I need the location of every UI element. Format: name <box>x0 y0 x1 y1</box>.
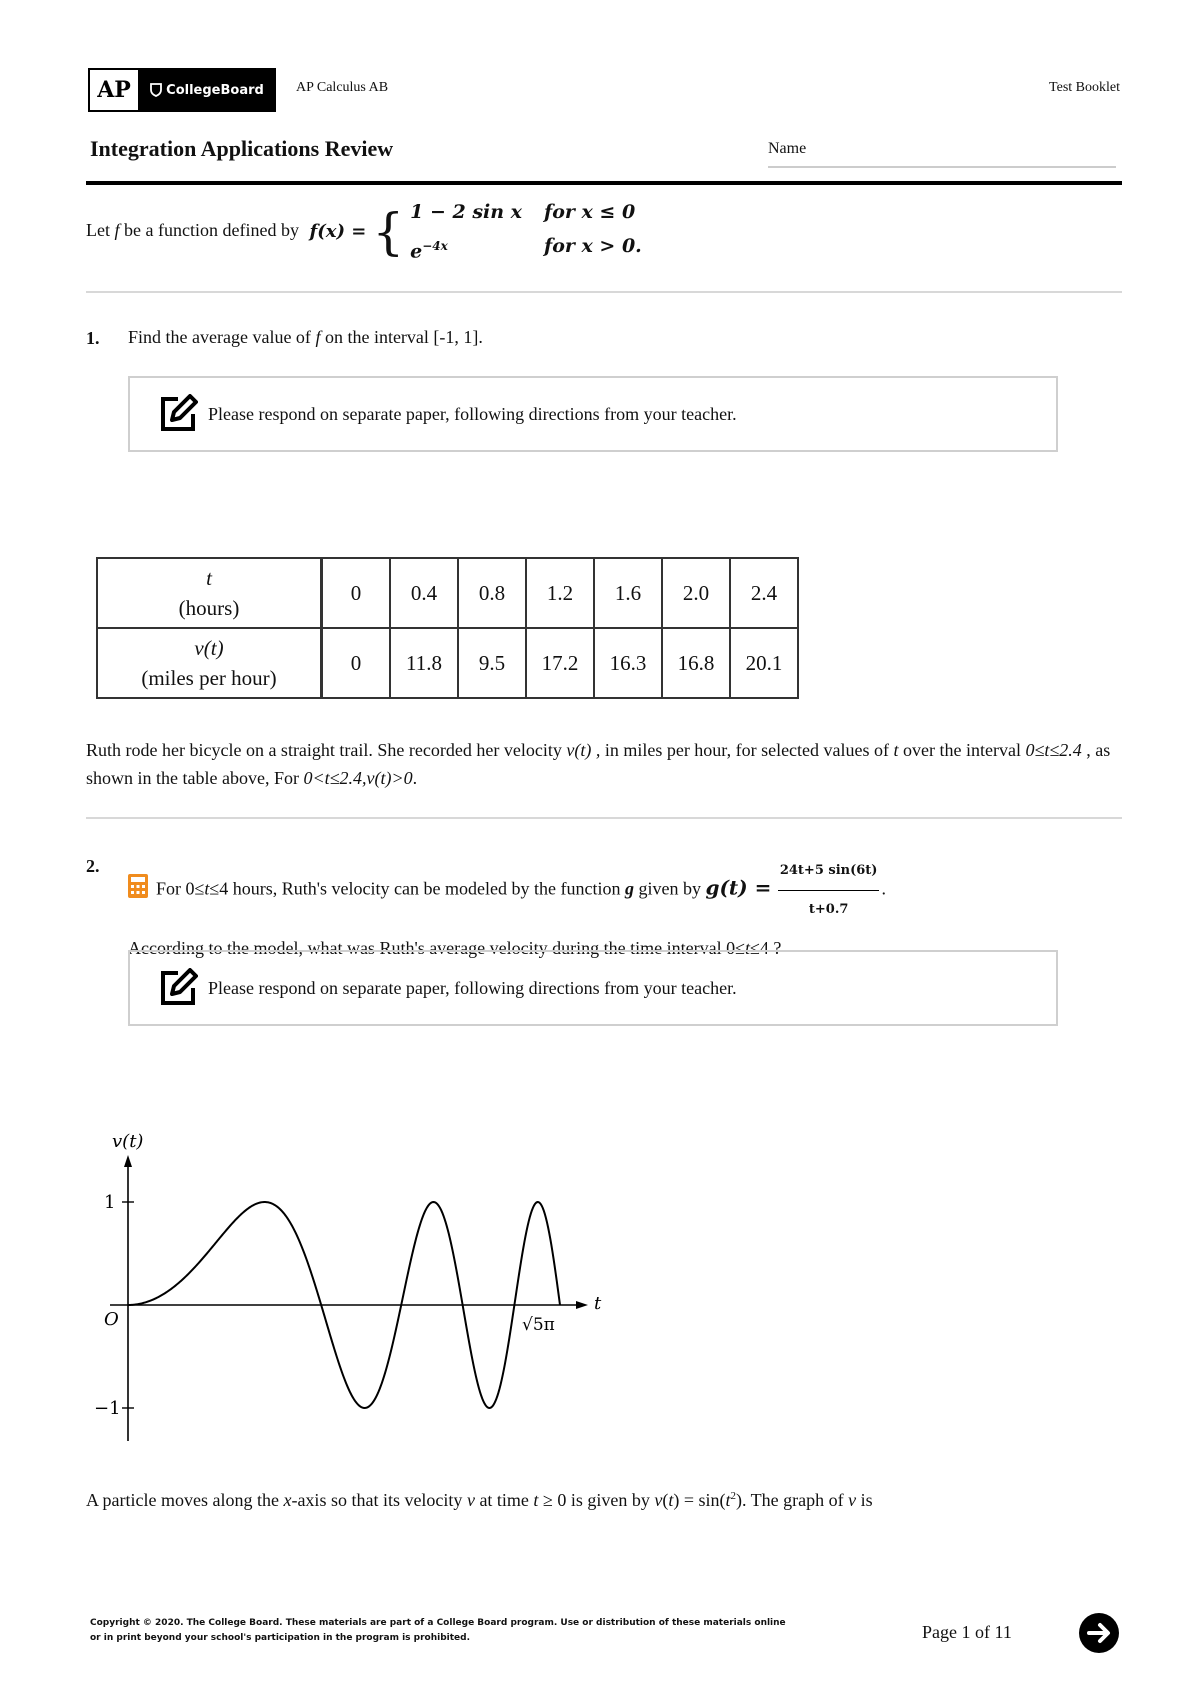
page-number: Page 1 of 11 <box>922 1622 1012 1642</box>
table-cell: 17.2 <box>526 628 594 698</box>
pencil-square-icon <box>158 968 198 1008</box>
table-row-t <box>97 558 798 628</box>
q2-denominator: t+0.7 <box>808 902 849 917</box>
table-cell: 0.8 <box>458 558 526 628</box>
stem-ruth-bicycle <box>86 736 1122 792</box>
question-2-number: 2. <box>86 856 100 876</box>
stem2-a: Ruth rode her bicycle on a straight trail. She recorded her velocity <box>86 740 562 760</box>
x-axis-arrow <box>576 1301 588 1309</box>
case2-exp: −4x <box>422 239 448 253</box>
pencil-square-icon <box>158 394 198 434</box>
y-axis-arrow <box>124 1155 132 1167</box>
q2-text-c: given by <box>638 878 701 899</box>
q2-lhs: g(t) = <box>705 875 772 900</box>
response-instructions-2: Please respond on separate paper, following directions from your teacher. <box>208 977 737 998</box>
velocity-graph <box>90 1125 610 1455</box>
q2-t2: t <box>744 938 750 958</box>
stem3-d: ≥ 0 is given by <box>542 1490 650 1510</box>
q2-text-a: For 0≤ <box>156 878 205 899</box>
table-cell: 16.8 <box>662 628 730 698</box>
question-1-number: 1. <box>86 328 100 348</box>
stem3-x: x <box>283 1490 292 1510</box>
divider <box>86 817 1122 819</box>
copyright-notice: Copyright © 2020. The College Board. These materials are part of a College Board program. Use or distribution of these materials online or in print beyond your school's participation in the program is prohibited. <box>90 1618 786 1643</box>
stem2-f: 0≤t≤2.4 <box>1025 740 1082 760</box>
piecewise-function <box>309 198 641 265</box>
question-1-text <box>128 318 483 356</box>
logo-ap-text: AP <box>90 70 140 110</box>
table-cell: 0 <box>322 558 391 628</box>
table-header-v <box>97 628 322 698</box>
q1-text-b: on the interval [-1, 1]. <box>324 327 483 347</box>
q2-t1: t <box>204 878 210 899</box>
table-cell: 1.6 <box>594 558 662 628</box>
stem3-sup: 2 <box>730 1490 736 1502</box>
y-axis-label: v(t) <box>112 1131 144 1152</box>
stem2-h: 0<t≤2.4,v(t)>0 <box>303 768 413 788</box>
header-rule <box>86 181 1122 185</box>
q1-text-a: Find the average value of <box>128 327 311 347</box>
ap-collegeboard-logo <box>88 68 276 112</box>
stem3-i: t <box>725 1490 731 1510</box>
q2-line2-b: ≤4 ? <box>749 938 782 958</box>
stem3-g: t <box>668 1490 674 1510</box>
name-field[interactable] <box>768 166 1116 168</box>
piecewise-lhs: f(x) = <box>309 220 367 242</box>
stem2-g: , as shown in the table above, For <box>86 740 1111 788</box>
q1-f: f <box>315 327 321 347</box>
tick-label-1: 1 <box>104 1192 116 1213</box>
stem3-a: A particle moves along the <box>86 1490 279 1510</box>
v-header-unit: (miles per hour) <box>141 666 277 690</box>
stem3-k: v <box>848 1490 857 1510</box>
shield-icon <box>150 83 162 97</box>
brace: { <box>372 202 405 261</box>
q2-line2-a: According to the model, what was Ruth's average velocity during the time interval 0≤ <box>128 938 745 958</box>
q2-g: g <box>624 878 634 899</box>
table-cell: 1.2 <box>526 558 594 628</box>
booklet-label: Test Booklet <box>1049 80 1120 95</box>
table-cell: 11.8 <box>390 628 458 698</box>
x-axis-label: t <box>594 1293 602 1314</box>
case2-base: e <box>410 240 423 263</box>
velocity-table <box>96 557 799 699</box>
response-box-1[interactable] <box>128 376 1058 452</box>
response-box-2[interactable] <box>128 950 1058 1026</box>
stem3-c: at time <box>479 1490 529 1510</box>
logo-collegeboard <box>140 70 274 110</box>
end-label-sqrt5pi: √5π <box>522 1315 555 1335</box>
case2-cond: for x > 0. <box>544 235 642 257</box>
stem3-b: -axis so that its velocity <box>291 1490 463 1510</box>
case1-cond: for x ≤ 0 <box>544 201 636 223</box>
v-header-var: v(t) <box>194 636 224 660</box>
stem2-e: over the interval <box>903 740 1021 760</box>
table-cell: 2.4 <box>730 558 798 628</box>
stem3-t: t <box>533 1490 539 1510</box>
stem1-intro: Let <box>86 219 110 240</box>
table-cell: 0.4 <box>390 558 458 628</box>
course-name: AP Calculus AB <box>296 80 389 95</box>
stem1-f: f <box>114 219 120 240</box>
table-cell: 20.1 <box>730 628 798 698</box>
divider <box>86 291 1122 293</box>
t-header-unit: (hours) <box>178 596 240 620</box>
table-row-v <box>97 628 798 698</box>
stem2-c: in miles per hour, for selected values of <box>604 740 890 760</box>
stem2-b: v(t) , <box>566 740 601 760</box>
q2-period: . <box>881 878 886 899</box>
stem3-f: ( <box>662 1490 669 1510</box>
case2-expr <box>410 232 522 265</box>
stem3-h: ) = sin( <box>673 1490 726 1510</box>
table-cell: 0 <box>322 628 391 698</box>
page-title: Integration Applications Review <box>90 136 394 161</box>
q2-text-b: ≤4 hours, Ruth's velocity can be modeled by the function <box>209 878 621 899</box>
next-page-icon[interactable] <box>1078 1612 1120 1654</box>
table-cell: 2.0 <box>662 558 730 628</box>
q2-fraction <box>778 852 880 929</box>
stem1-intro2: be a function defined by <box>124 219 299 240</box>
piecewise-cases <box>410 198 642 265</box>
table-header-t <box>97 558 322 628</box>
t-header-var: t <box>206 566 212 590</box>
q2-numerator: 24t+5 sin(6t) <box>778 852 880 891</box>
table-cell: 9.5 <box>458 628 526 698</box>
stem-particle <box>86 1482 1122 1514</box>
case1-expr: 1 − 2 sin x <box>410 201 523 223</box>
name-label: Name <box>768 140 807 157</box>
table-cell: 16.3 <box>594 628 662 698</box>
stem-function-definition <box>86 198 642 265</box>
response-instructions-1: Please respond on separate paper, following directions from your teacher. <box>208 403 737 424</box>
stem3-v: v <box>466 1490 475 1510</box>
stem2-d: t <box>893 740 899 760</box>
stem2-i: . <box>412 768 418 788</box>
calculator-icon <box>128 874 148 898</box>
tick-label-neg1: −1 <box>94 1398 121 1419</box>
origin-label: O <box>104 1309 119 1330</box>
stem3-l: is <box>860 1490 873 1510</box>
stem3-j: ). The graph of <box>736 1490 844 1510</box>
stem3-e: v <box>654 1490 663 1510</box>
logo-cb-text: CollegeBoard <box>166 82 264 98</box>
